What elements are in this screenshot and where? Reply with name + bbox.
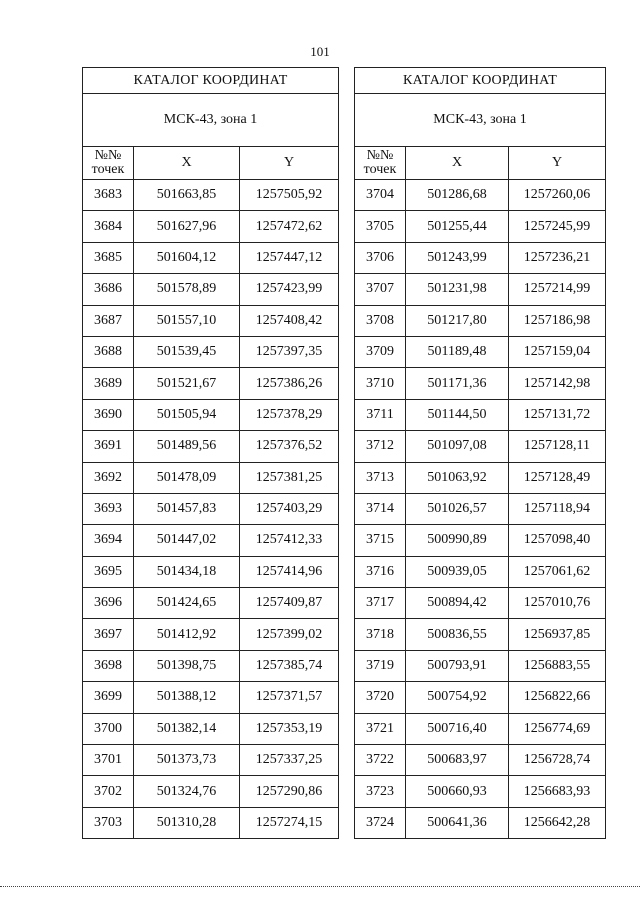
table-row bbox=[83, 180, 339, 211]
y-coordinate-cell: 1257186,98 bbox=[509, 305, 606, 336]
table-row bbox=[83, 305, 339, 336]
x-coordinate-cell: 501243,99 bbox=[406, 242, 509, 273]
y-coordinate-cell: 1257353,19 bbox=[240, 713, 339, 744]
table-row bbox=[83, 745, 339, 776]
point-number-cell: 3710 bbox=[355, 368, 406, 399]
table-row bbox=[83, 462, 339, 493]
y-coordinate-cell: 1256642,28 bbox=[509, 807, 606, 838]
y-coordinate-cell: 1257399,02 bbox=[240, 619, 339, 650]
table-row bbox=[355, 745, 606, 776]
point-number-cell: 3720 bbox=[355, 682, 406, 713]
x-coordinate-cell: 501424,65 bbox=[134, 588, 240, 619]
table-row bbox=[355, 399, 606, 430]
point-number-cell: 3686 bbox=[83, 274, 134, 305]
x-coordinate-cell: 501063,92 bbox=[406, 462, 509, 493]
table-row bbox=[83, 713, 339, 744]
point-number-cell: 3683 bbox=[83, 180, 134, 211]
point-number-cell: 3718 bbox=[355, 619, 406, 650]
table-row bbox=[355, 588, 606, 619]
x-coordinate-cell: 501310,28 bbox=[134, 807, 240, 838]
x-coordinate-cell: 501557,10 bbox=[134, 305, 240, 336]
point-number-cell: 3688 bbox=[83, 336, 134, 367]
x-coordinate-cell: 501604,12 bbox=[134, 242, 240, 273]
x-coordinate-cell: 501489,56 bbox=[134, 431, 240, 462]
x-coordinate-cell: 501447,02 bbox=[134, 525, 240, 556]
table-row bbox=[355, 431, 606, 462]
y-coordinate-cell: 1257128,49 bbox=[509, 462, 606, 493]
page-bottom-divider bbox=[0, 886, 640, 887]
x-coordinate-cell: 501144,50 bbox=[406, 399, 509, 430]
y-coordinate-cell: 1257371,57 bbox=[240, 682, 339, 713]
y-coordinate-cell: 1256683,93 bbox=[509, 776, 606, 807]
point-number-cell: 3724 bbox=[355, 807, 406, 838]
y-coordinate-cell: 1257236,21 bbox=[509, 242, 606, 273]
points-header-line2: точек bbox=[363, 162, 397, 177]
page-number: 101 bbox=[310, 44, 330, 59]
coordinate-catalog-right bbox=[354, 67, 606, 839]
x-coordinate-cell: 500660,93 bbox=[406, 776, 509, 807]
x-coordinate-cell: 501412,92 bbox=[134, 619, 240, 650]
y-coordinate-cell: 1257098,40 bbox=[509, 525, 606, 556]
y-coordinate-cell: 1257118,94 bbox=[509, 493, 606, 524]
point-number-cell: 3697 bbox=[83, 619, 134, 650]
table-row bbox=[355, 242, 606, 273]
column-header-points bbox=[83, 147, 134, 180]
x-coordinate-cell: 501521,67 bbox=[134, 368, 240, 399]
x-coordinate-cell: 501255,44 bbox=[406, 211, 509, 242]
column-header-y: Y bbox=[509, 147, 606, 180]
y-coordinate-cell: 1257290,86 bbox=[240, 776, 339, 807]
y-coordinate-cell: 1257260,06 bbox=[509, 180, 606, 211]
table-row bbox=[355, 713, 606, 744]
right-table-body bbox=[355, 180, 606, 839]
table-row bbox=[83, 368, 339, 399]
x-coordinate-cell: 501382,14 bbox=[134, 713, 240, 744]
table-row bbox=[83, 525, 339, 556]
y-coordinate-cell: 1257414,96 bbox=[240, 556, 339, 587]
point-number-cell: 3704 bbox=[355, 180, 406, 211]
table-row bbox=[355, 462, 606, 493]
x-coordinate-cell: 500894,42 bbox=[406, 588, 509, 619]
point-number-cell: 3722 bbox=[355, 745, 406, 776]
point-number-cell: 3717 bbox=[355, 588, 406, 619]
point-number-cell: 3716 bbox=[355, 556, 406, 587]
catalog-title: КАТАЛОГ КООРДИНАТ bbox=[355, 68, 606, 94]
x-coordinate-cell: 501286,68 bbox=[406, 180, 509, 211]
y-coordinate-cell: 1256822,66 bbox=[509, 682, 606, 713]
y-coordinate-cell: 1257408,42 bbox=[240, 305, 339, 336]
point-number-cell: 3693 bbox=[83, 493, 134, 524]
x-coordinate-cell: 501026,57 bbox=[406, 493, 509, 524]
y-coordinate-cell: 1257274,15 bbox=[240, 807, 339, 838]
table-row bbox=[355, 525, 606, 556]
x-coordinate-cell: 501539,45 bbox=[134, 336, 240, 367]
table-row bbox=[355, 650, 606, 681]
table-row bbox=[83, 682, 339, 713]
point-number-cell: 3684 bbox=[83, 211, 134, 242]
catalog-title: КАТАЛОГ КООРДИНАТ bbox=[83, 68, 339, 94]
column-header-y: Y bbox=[240, 147, 339, 180]
x-coordinate-cell: 501663,85 bbox=[134, 180, 240, 211]
x-coordinate-cell: 500990,89 bbox=[406, 525, 509, 556]
coordinate-system-zone: МСК-43, зона 1 bbox=[83, 94, 339, 147]
x-coordinate-cell: 501457,83 bbox=[134, 493, 240, 524]
table-row bbox=[355, 493, 606, 524]
x-coordinate-cell: 500836,55 bbox=[406, 619, 509, 650]
table-row bbox=[355, 556, 606, 587]
x-coordinate-cell: 501373,73 bbox=[134, 745, 240, 776]
point-number-cell: 3705 bbox=[355, 211, 406, 242]
table-row bbox=[355, 305, 606, 336]
x-coordinate-cell: 501171,36 bbox=[406, 368, 509, 399]
x-coordinate-cell: 501505,94 bbox=[134, 399, 240, 430]
y-coordinate-cell: 1257128,11 bbox=[509, 431, 606, 462]
point-number-cell: 3712 bbox=[355, 431, 406, 462]
table-row bbox=[83, 493, 339, 524]
point-number-cell: 3687 bbox=[83, 305, 134, 336]
x-coordinate-cell: 501324,76 bbox=[134, 776, 240, 807]
table-row bbox=[355, 807, 606, 838]
y-coordinate-cell: 1257376,52 bbox=[240, 431, 339, 462]
coordinate-system-zone: МСК-43, зона 1 bbox=[355, 94, 606, 147]
left-table-body bbox=[83, 180, 339, 839]
table-row bbox=[83, 274, 339, 305]
y-coordinate-cell: 1257337,25 bbox=[240, 745, 339, 776]
y-coordinate-cell: 1257159,04 bbox=[509, 336, 606, 367]
point-number-cell: 3689 bbox=[83, 368, 134, 399]
y-coordinate-cell: 1257010,76 bbox=[509, 588, 606, 619]
y-coordinate-cell: 1256728,74 bbox=[509, 745, 606, 776]
y-coordinate-cell: 1257472,62 bbox=[240, 211, 339, 242]
table-row bbox=[355, 274, 606, 305]
y-coordinate-cell: 1257245,99 bbox=[509, 211, 606, 242]
point-number-cell: 3721 bbox=[355, 713, 406, 744]
point-number-cell: 3698 bbox=[83, 650, 134, 681]
point-number-cell: 3694 bbox=[83, 525, 134, 556]
point-number-cell: 3702 bbox=[83, 776, 134, 807]
table-row bbox=[83, 619, 339, 650]
y-coordinate-cell: 1257386,26 bbox=[240, 368, 339, 399]
column-header-x: X bbox=[406, 147, 509, 180]
table-row bbox=[83, 588, 339, 619]
point-number-cell: 3700 bbox=[83, 713, 134, 744]
point-number-cell: 3701 bbox=[83, 745, 134, 776]
table-row bbox=[355, 776, 606, 807]
point-number-cell: 3707 bbox=[355, 274, 406, 305]
x-coordinate-cell: 500716,40 bbox=[406, 713, 509, 744]
table-row bbox=[83, 556, 339, 587]
point-number-cell: 3692 bbox=[83, 462, 134, 493]
point-number-cell: 3696 bbox=[83, 588, 134, 619]
column-header-x: X bbox=[134, 147, 240, 180]
point-number-cell: 3690 bbox=[83, 399, 134, 430]
point-number-cell: 3711 bbox=[355, 399, 406, 430]
x-coordinate-cell: 500683,97 bbox=[406, 745, 509, 776]
y-coordinate-cell: 1256774,69 bbox=[509, 713, 606, 744]
table-row bbox=[83, 399, 339, 430]
x-coordinate-cell: 501388,12 bbox=[134, 682, 240, 713]
x-coordinate-cell: 500754,92 bbox=[406, 682, 509, 713]
y-coordinate-cell: 1256937,85 bbox=[509, 619, 606, 650]
table-row bbox=[355, 682, 606, 713]
points-header-line1: №№ bbox=[366, 148, 394, 163]
y-coordinate-cell: 1257061,62 bbox=[509, 556, 606, 587]
x-coordinate-cell: 500641,36 bbox=[406, 807, 509, 838]
table-row bbox=[83, 807, 339, 838]
points-header-line2: точек bbox=[91, 162, 125, 177]
table-row bbox=[355, 336, 606, 367]
point-number-cell: 3708 bbox=[355, 305, 406, 336]
y-coordinate-cell: 1257409,87 bbox=[240, 588, 339, 619]
point-number-cell: 3719 bbox=[355, 650, 406, 681]
y-coordinate-cell: 1257397,35 bbox=[240, 336, 339, 367]
table-row bbox=[83, 336, 339, 367]
point-number-cell: 3709 bbox=[355, 336, 406, 367]
x-coordinate-cell: 501217,80 bbox=[406, 305, 509, 336]
point-number-cell: 3699 bbox=[83, 682, 134, 713]
x-coordinate-cell: 501478,09 bbox=[134, 462, 240, 493]
column-header-points bbox=[355, 147, 406, 180]
point-number-cell: 3685 bbox=[83, 242, 134, 273]
y-coordinate-cell: 1257385,74 bbox=[240, 650, 339, 681]
x-coordinate-cell: 501578,89 bbox=[134, 274, 240, 305]
x-coordinate-cell: 500939,05 bbox=[406, 556, 509, 587]
point-number-cell: 3723 bbox=[355, 776, 406, 807]
table-row bbox=[355, 619, 606, 650]
point-number-cell: 3703 bbox=[83, 807, 134, 838]
table-row bbox=[83, 431, 339, 462]
y-coordinate-cell: 1257505,92 bbox=[240, 180, 339, 211]
x-coordinate-cell: 501434,18 bbox=[134, 556, 240, 587]
y-coordinate-cell: 1257423,99 bbox=[240, 274, 339, 305]
coordinate-catalog-left bbox=[82, 67, 339, 839]
x-coordinate-cell: 500793,91 bbox=[406, 650, 509, 681]
table-row bbox=[83, 242, 339, 273]
x-coordinate-cell: 501627,96 bbox=[134, 211, 240, 242]
y-coordinate-cell: 1256883,55 bbox=[509, 650, 606, 681]
table-row bbox=[83, 776, 339, 807]
table-row bbox=[355, 211, 606, 242]
table-row bbox=[355, 180, 606, 211]
point-number-cell: 3695 bbox=[83, 556, 134, 587]
y-coordinate-cell: 1257412,33 bbox=[240, 525, 339, 556]
point-number-cell: 3706 bbox=[355, 242, 406, 273]
y-coordinate-cell: 1257378,29 bbox=[240, 399, 339, 430]
y-coordinate-cell: 1257403,29 bbox=[240, 493, 339, 524]
y-coordinate-cell: 1257131,72 bbox=[509, 399, 606, 430]
points-header-line1: №№ bbox=[94, 148, 122, 163]
y-coordinate-cell: 1257214,99 bbox=[509, 274, 606, 305]
x-coordinate-cell: 501189,48 bbox=[406, 336, 509, 367]
x-coordinate-cell: 501231,98 bbox=[406, 274, 509, 305]
table-row bbox=[83, 650, 339, 681]
y-coordinate-cell: 1257142,98 bbox=[509, 368, 606, 399]
table-row bbox=[355, 368, 606, 399]
point-number-cell: 3714 bbox=[355, 493, 406, 524]
y-coordinate-cell: 1257447,12 bbox=[240, 242, 339, 273]
y-coordinate-cell: 1257381,25 bbox=[240, 462, 339, 493]
point-number-cell: 3715 bbox=[355, 525, 406, 556]
table-row bbox=[83, 211, 339, 242]
x-coordinate-cell: 501097,08 bbox=[406, 431, 509, 462]
point-number-cell: 3713 bbox=[355, 462, 406, 493]
x-coordinate-cell: 501398,75 bbox=[134, 650, 240, 681]
point-number-cell: 3691 bbox=[83, 431, 134, 462]
